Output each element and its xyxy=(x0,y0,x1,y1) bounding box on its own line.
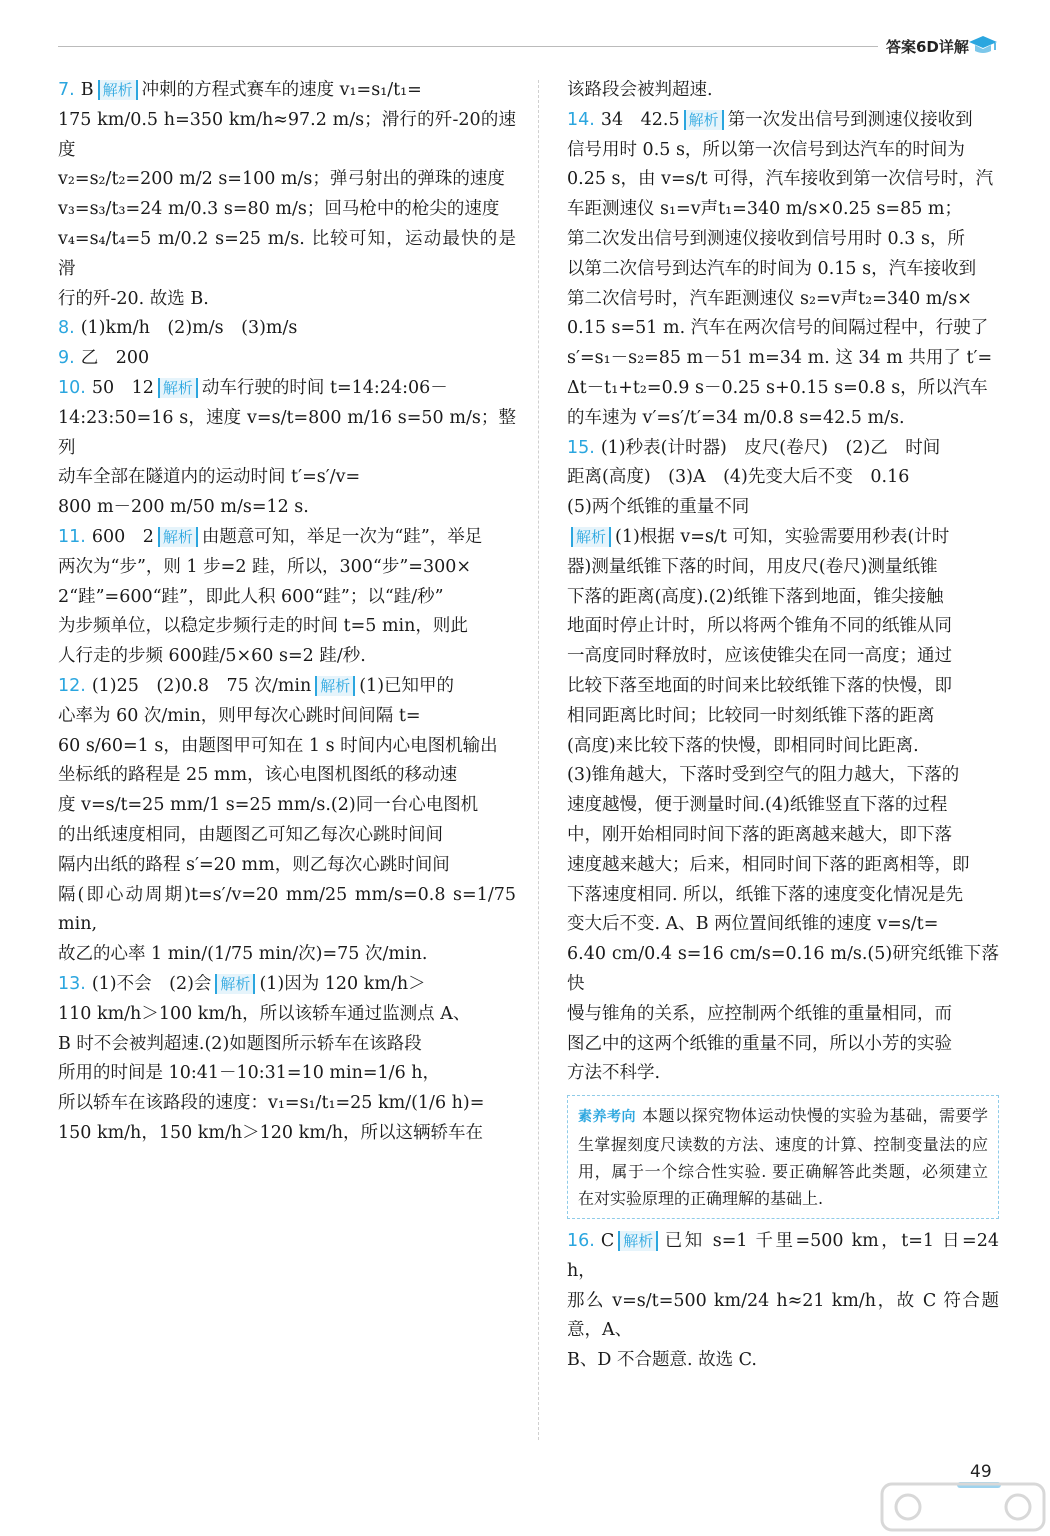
question-number: 16. xyxy=(567,1231,595,1252)
explanation-text: 下落速度相同. 所以，纸锥下落的速度变化情况是先 xyxy=(567,884,964,905)
right-line xyxy=(567,1030,999,1060)
right-line xyxy=(567,1059,999,1089)
explanation-text: 冲刺的方程式赛车的速度 v₁=s₁/t₁= xyxy=(141,80,422,100)
right-column-tail xyxy=(567,1227,999,1376)
explanation-text: 150 km/h，150 km/h＞120 km/h，所以这辆轿车在 xyxy=(58,1122,483,1143)
explanation-text: (高度)来比较下落的快慢，即相同时间比距离. xyxy=(567,735,919,756)
right-line xyxy=(567,791,999,821)
explanation-text: 一高度同时释放时，应该使锥尖在同一高度；通过 xyxy=(567,646,952,667)
right-line xyxy=(567,106,999,136)
analysis-tag: 解析 xyxy=(315,676,355,696)
explanation-text: 800 m－200 m/50 m/s=12 s. xyxy=(58,497,309,518)
left-line xyxy=(58,791,516,821)
right-line xyxy=(567,732,999,762)
right-line xyxy=(567,761,999,791)
right-line xyxy=(567,1000,999,1030)
right-line xyxy=(567,314,999,344)
analysis-tag: 解析 xyxy=(98,80,138,100)
watermark-logo-icon xyxy=(878,1478,1048,1536)
question-number: 15. xyxy=(567,437,595,458)
right-line xyxy=(567,76,999,106)
explanation-text: 速度越来越大；后来，相同时间下落的距离相等，即 xyxy=(567,854,970,875)
left-line xyxy=(58,404,516,464)
right-line xyxy=(567,821,999,851)
left-line xyxy=(58,761,516,791)
explanation-text: 距离(高度) (3)A (4)先变大后不变 0.16 xyxy=(567,467,910,488)
explanation-text: 方法不科学. xyxy=(567,1063,661,1084)
explanation-text: 变大后不变. A、B 两位置间纸锥的速度 v=s/t= xyxy=(567,914,939,935)
left-line xyxy=(58,851,516,881)
explanation-text: 14:23:50=16 s，速度 v=s/t=800 m/16 s=50 m/s；整列 xyxy=(58,407,516,458)
right-line xyxy=(567,463,999,493)
explanation-text: 信号用时 0.5 s，所以第一次信号到达汽车的时间为 xyxy=(567,139,965,160)
left-line xyxy=(58,642,516,672)
right-line xyxy=(567,195,999,225)
explanation-text: 0.25 s，由 v=s/t 可得，汽车接收到第一次信号时，汽 xyxy=(567,169,994,190)
right-line xyxy=(567,344,999,374)
left-line xyxy=(58,463,516,493)
note-label: 素养考向 xyxy=(578,1109,636,1126)
left-line xyxy=(58,225,516,285)
explanation-text: 已知 s=1 千里=500 km，t=1 日=24 h， xyxy=(567,1231,999,1281)
left-line xyxy=(58,1119,516,1149)
left-line xyxy=(58,314,516,344)
explanation-text: v₂=s₂/t₂=200 m/2 s=100 m/s；弹弓射出的弹珠的速度 xyxy=(58,169,505,190)
explanation-text: 那么 v=s/t=500 km/24 h≈21 km/h，故 C 符合题意，A、 xyxy=(567,1290,999,1341)
right-line xyxy=(567,910,999,940)
left-line xyxy=(58,612,516,642)
explanation-text: 速度越慢，便于测量时间.(4)纸锥竖直下落的过程 xyxy=(567,795,948,816)
left-line xyxy=(58,195,516,225)
left-line xyxy=(58,1000,516,1030)
explanation-text: 0.15 s=51 m. 汽车在两次信号的间隔过程中，行驶了 xyxy=(567,318,989,339)
explanation-text: 动车行驶的时间 t=14:24:06－ xyxy=(201,377,448,398)
explanation-text: (1)因为 120 km/h＞ xyxy=(259,973,426,994)
left-line xyxy=(58,821,516,851)
left-line xyxy=(58,106,516,166)
analysis-tag: 解析 xyxy=(571,527,611,547)
explanation-text: 车距测速仪 s₁=v声t₁=340 m/s×0.25 s=85 m； xyxy=(567,199,963,220)
graduation-cap-icon xyxy=(968,34,998,56)
left-line xyxy=(58,672,516,702)
left-line xyxy=(58,1030,516,1060)
answer-text: 600 2 xyxy=(91,526,154,547)
explanation-text: 为步频单位，以稳定步频行走的时间 t=5 min，则此 xyxy=(58,616,468,637)
explanation-text: 所以轿车在该路段的速度：v₁=s₁/t₁=25 km/(1/6 h)= xyxy=(58,1093,485,1114)
explanation-text: 所用的时间是 10:41－10:31=10 min=1/6 h， xyxy=(58,1063,441,1084)
answer-text: 34 42.5 xyxy=(600,109,680,130)
right-line xyxy=(567,493,999,523)
question-number: 10. xyxy=(58,377,86,398)
explanation-text: 地面时停止计时，所以将两个锥角不同的纸锥从同 xyxy=(567,616,952,637)
page-number: 49 xyxy=(970,1462,992,1482)
header-label: 答案6D详解 xyxy=(886,38,969,56)
answer-text: (1)km/h (2)m/s (3)m/s xyxy=(80,318,298,339)
analysis-tag: 解析 xyxy=(158,378,198,398)
explanation-text: 人行走的步频 600跬/5×60 s=2 跬/秒. xyxy=(58,646,366,667)
answer-text: 乙 200 xyxy=(80,348,150,369)
explanation-text: (1)根据 v=s/t 可知，实验需要用秒表(计时 xyxy=(615,526,950,547)
right-line xyxy=(567,255,999,285)
right-line xyxy=(567,523,999,553)
explanation-text: 两次为“步”，则 1 步=2 跬，所以，300“步”=300× xyxy=(58,556,472,577)
explanation-text: 第一次发出信号到测速仪接收到 xyxy=(727,109,973,130)
right-tail-line xyxy=(567,1346,999,1376)
explanation-text: v₄=s₄/t₄=5 m/0.2 s=25 m/s. 比较可知，运动最快的是滑 xyxy=(58,228,516,279)
right-line xyxy=(567,404,999,434)
explanation-text: 慢与锥角的关系，应控制两个纸锥的重量相同，而 xyxy=(567,1003,952,1024)
answer-text: (1)不会 (2)会 xyxy=(91,973,212,994)
explanation-text: 隔内出纸的路程 s′=20 mm，则乙每次心跳时间间 xyxy=(58,854,450,875)
left-line xyxy=(58,553,516,583)
analysis-tag: 解析 xyxy=(618,1231,658,1251)
analysis-tag: 解析 xyxy=(215,974,255,994)
answer-text: (1)25 (2)0.8 75 次/min xyxy=(91,675,312,696)
explanation-text: 110 km/h＞100 km/h，所以该轿车通过监测点 A、 xyxy=(58,1003,471,1024)
left-line xyxy=(58,970,516,1000)
left-line xyxy=(58,1089,516,1119)
right-line xyxy=(567,374,999,404)
explanation-text: 相同距离比时间；比较同一时刻纸锥下落的距离 xyxy=(567,705,935,726)
question-number: 12. xyxy=(58,675,86,696)
column-divider xyxy=(538,80,539,1440)
left-line xyxy=(58,732,516,762)
question-number: 13. xyxy=(58,973,86,994)
left-line xyxy=(58,165,516,195)
explanation-text: 故乙的心率 1 min/(1/75 min/次)=75 次/min. xyxy=(58,944,428,965)
explanation-text: 6.40 cm/0.4 s=16 cm/s=0.16 m/s.(5)研究纸锥下落快 xyxy=(567,944,999,994)
explanation-text: Δt－t₁+t₂=0.9 s－0.25 s+0.15 s=0.8 s，所以汽车 xyxy=(567,377,988,398)
literacy-note-box xyxy=(567,1095,999,1219)
right-tail-line xyxy=(567,1227,999,1287)
question-number: 8. xyxy=(58,318,75,339)
left-line xyxy=(58,702,516,732)
explanation-text: 动车全部在隧道内的运动时间 t′=s′/v= xyxy=(58,467,361,488)
explanation-text: 该路段会被判超速. xyxy=(567,80,713,100)
explanation-text: 以第二次信号到达汽车的时间为 0.15 s，汽车接收到 xyxy=(567,258,977,279)
explanation-text: 60 s/60=1 s，由题图甲可知在 1 s 时间内心电图机输出 xyxy=(58,735,498,756)
explanation-text: 坐标纸的路程是 25 mm，该心电图机图纸的移动速 xyxy=(58,765,458,786)
right-line xyxy=(567,434,999,464)
left-line xyxy=(58,493,516,523)
note-text: 本题以探究物体运动快慢的实验为基础，需要学生掌握刻度尺读数的方法、速度的计算、控制变量法的应用，属于一个综合性实验. 要正确解答此类题，必须建立在对实验原理的正确理解的基础上. xyxy=(578,1106,988,1209)
explanation-text: 2“跬”=600“跬”，即此人积 600“跬”；以“跬/秒” xyxy=(58,586,444,607)
explanation-text: s′=s₁－s₂=85 m－51 m=34 m. 这 34 m 共用了 t′= xyxy=(567,348,993,369)
left-line xyxy=(58,344,516,374)
explanation-text: B 时不会被判超速.(2)如题图所示轿车在该路段 xyxy=(58,1033,422,1054)
explanation-text: 175 km/0.5 h=350 km/h≈97.2 m/s；滑行的歼-20的速度 xyxy=(58,109,516,160)
explanation-text: 图乙中的这两个纸锥的重量不同，所以小芳的实验 xyxy=(567,1033,952,1054)
explanation-text: (1)已知甲的 xyxy=(359,675,455,696)
explanation-text: 下落的距离(高度).(2)纸锥下落到地面，锥尖接触 xyxy=(567,586,944,607)
explanation-text: (3)锥角越大，下落时受到空气的阻力越大，下落的 xyxy=(567,765,960,786)
question-number: 7. xyxy=(58,80,75,100)
analysis-tag: 解析 xyxy=(684,110,724,130)
left-line xyxy=(58,881,516,941)
question-number: 14. xyxy=(567,109,595,130)
right-line xyxy=(567,642,999,672)
question-number: 9. xyxy=(58,348,75,369)
question-number: 11. xyxy=(58,526,86,547)
left-line xyxy=(58,285,516,315)
right-line xyxy=(567,612,999,642)
explanation-text: 由题意可知，举足一次为“跬”，举足 xyxy=(201,526,483,547)
left-line xyxy=(58,940,516,970)
right-tail-line xyxy=(567,1287,999,1347)
right-line xyxy=(567,285,999,315)
right-column-main xyxy=(567,76,999,1089)
answer-text: B xyxy=(80,80,94,100)
explanation-text: (5)两个纸锥的重量不同 xyxy=(567,497,750,518)
explanation-text: 比较下落至地面的时间来比较纸锥下落的快慢，即 xyxy=(567,675,952,696)
explanation-text: 器)测量纸锥下落的时间，用皮尺(卷尺)测量纸锥 xyxy=(567,556,938,577)
answer-text: (1)秒表(计时器) 皮尺(卷尺) (2)乙 时间 xyxy=(600,437,941,458)
explanation-text: B、D 不合题意. 故选 C. xyxy=(567,1350,757,1371)
right-line xyxy=(567,940,999,1000)
header-rule xyxy=(58,46,878,47)
left-line xyxy=(58,76,516,106)
explanation-text: 心率为 60 次/min，则甲每次心跳时间间隔 t= xyxy=(58,705,421,726)
explanation-text: v₃=s₃/t₃=24 m/0.3 s=80 m/s；回马枪中的枪尖的速度 xyxy=(58,199,500,220)
explanation-text: 行的歼-20. 故选 B. xyxy=(58,288,209,309)
right-line xyxy=(567,851,999,881)
explanation-text: 度 v=s/t=25 mm/1 s=25 mm/s.(2)同一台心电图机 xyxy=(58,795,479,816)
right-line xyxy=(567,881,999,911)
explanation-text: 的车速为 v′=s′/t′=34 m/0.8 s=42.5 m/s. xyxy=(567,407,905,428)
explanation-text: 隔(即心动周期)t=s′/v=20 mm/25 mm/s=0.8 s=1/75 min, xyxy=(58,884,516,935)
right-line xyxy=(567,225,999,255)
explanation-text: 第二次发出信号到测速仪接收到信号用时 0.3 s，所 xyxy=(567,228,965,249)
left-line xyxy=(58,374,516,404)
explanation-text: 中，刚开始相同时间下落的距离越来越大，即下落 xyxy=(567,824,952,845)
left-line xyxy=(58,583,516,613)
right-line xyxy=(567,553,999,583)
right-line xyxy=(567,702,999,732)
left-column xyxy=(58,76,516,1149)
right-column xyxy=(567,76,999,1376)
left-line xyxy=(58,1059,516,1089)
analysis-tag: 解析 xyxy=(158,527,198,547)
explanation-text: 的出纸速度相同，由题图乙可知乙每次心跳时间间 xyxy=(58,824,443,845)
right-line xyxy=(567,583,999,613)
answer-text: 50 12 xyxy=(91,377,154,398)
right-line xyxy=(567,165,999,195)
left-line xyxy=(58,523,516,553)
right-line xyxy=(567,672,999,702)
explanation-text: 第二次信号时，汽车距测速仪 s₂=v声t₂=340 m/s× xyxy=(567,288,972,309)
right-line xyxy=(567,136,999,166)
answer-text: C xyxy=(600,1231,615,1252)
